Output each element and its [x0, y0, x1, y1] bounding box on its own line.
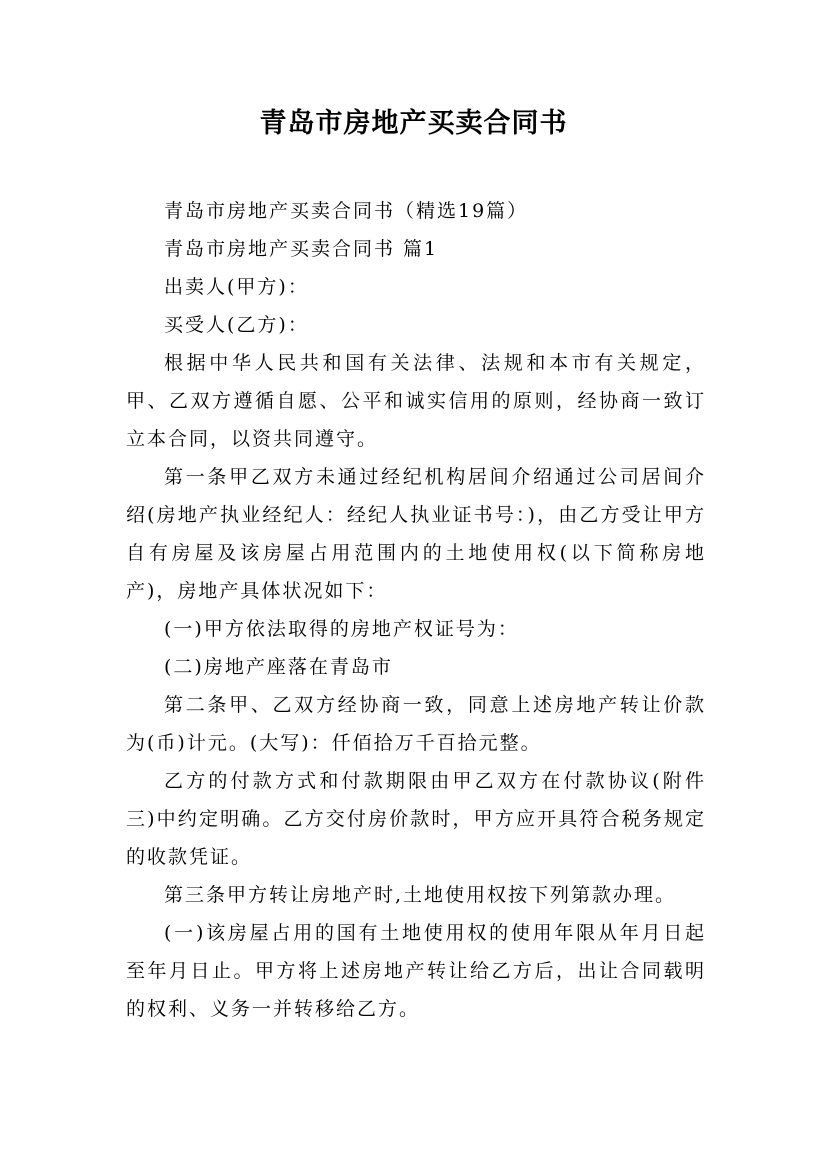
document-body [126, 192, 706, 1028]
paragraph-preamble: 根据中华人民共和国有关法律、法规和本市有关规定，甲、乙双方遵循自愿、公平和诚实信用的原则，经协商一致订立本合同，以资共同遵守。 [126, 352, 706, 450]
paragraph-article-3: 第三条甲方转让房地产时,土地使用权按下列第款办理。 [164, 884, 677, 906]
paragraph-article-2: 第二条甲、乙双方经协商一致，同意上述房地产转让价款为(币)计元。(大写)：仟佰拾万千百拾元整。 [126, 694, 706, 754]
paragraph-section-heading: 青岛市房地产买卖合同书 篇1 [164, 238, 439, 260]
paragraph-article-1-item-1: (一)甲方依法取得的房地产权证号为： [164, 618, 519, 640]
paragraph-article-3-item-1: (一)该房屋占用的国有土地使用权的使用年限从年月日起至年月日止。甲方将上述房地产转让给乙方后，出让合同载明的权利、义务一并转移给乙方。 [126, 922, 706, 1020]
paragraph-article-1: 第一条甲乙双方未通过经纪机构居间介绍通过公司居间介绍(房地产执业经纪人：经纪人执业证书号：)，由乙方受让甲方自有房屋及该房屋占用范围内的土地使用权(以下简称房地产)，房地产具体状况如下： [126, 466, 706, 602]
document-title: 青岛市房地产买卖合同书 [259, 108, 568, 139]
paragraph-seller: 出卖人(甲方)： [164, 276, 309, 298]
paragraph-subtitle: 青岛市房地产买卖合同书（精选19篇） [164, 200, 529, 222]
paragraph-article-1-item-2: (二)房地产座落在青岛市 [164, 656, 393, 678]
paragraph-buyer: 买受人(乙方)： [164, 314, 309, 336]
paragraph-payment-terms: 乙方的付款方式和付款期限由甲乙双方在付款协议(附件三)中约定明确。乙方交付房价款时，甲方应开具符合税务规定的收款凭证。 [126, 770, 706, 868]
